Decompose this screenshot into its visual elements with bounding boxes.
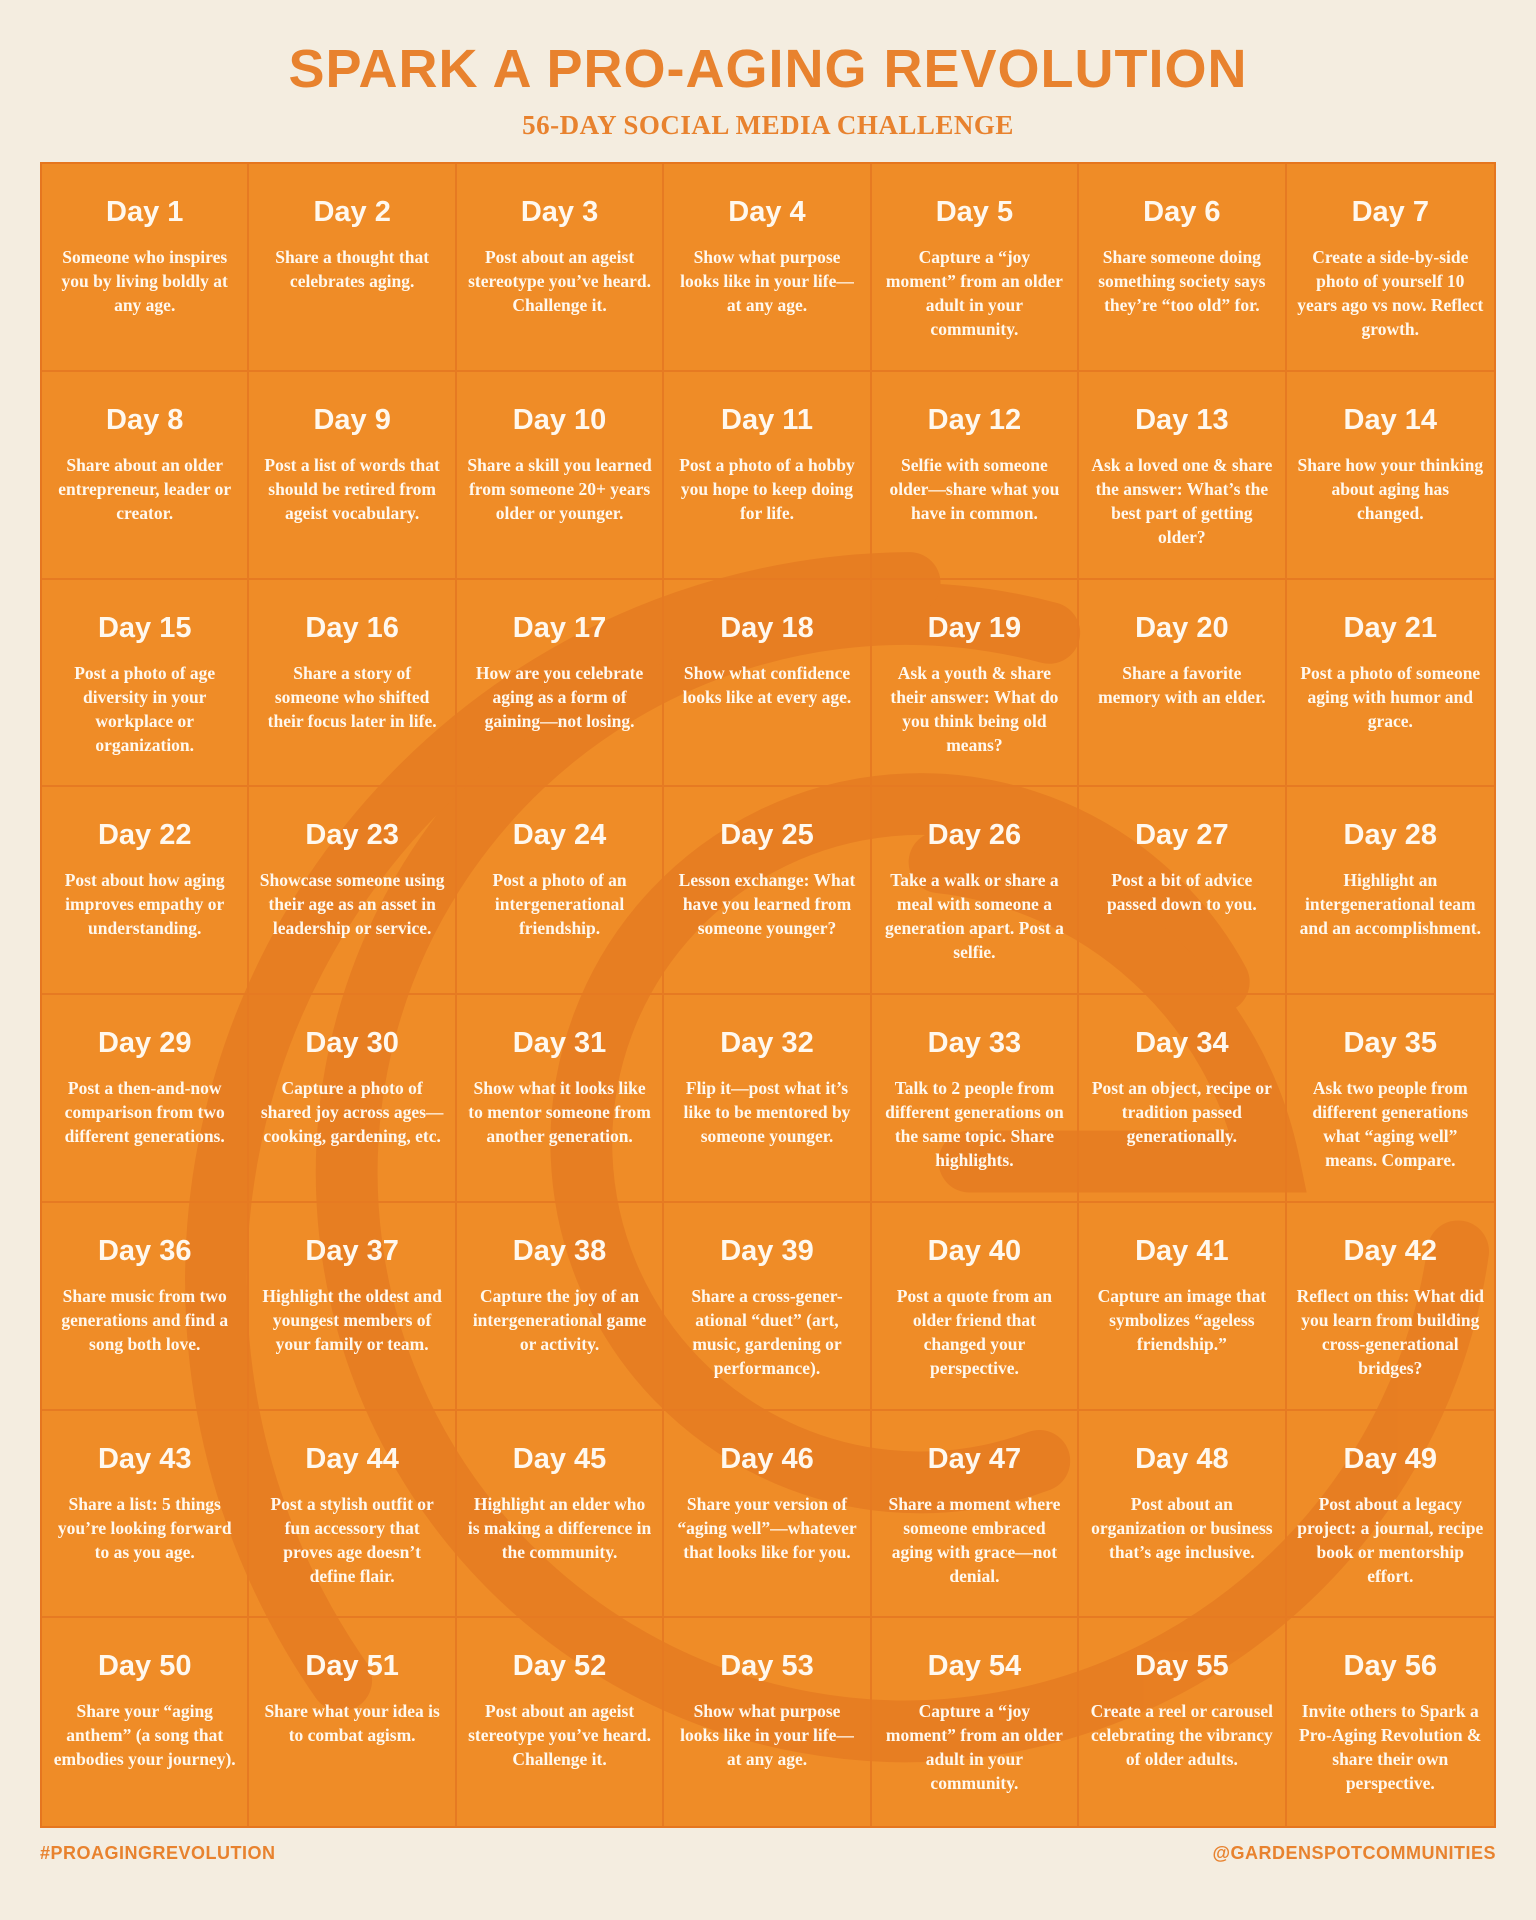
day-cell <box>42 1618 249 1826</box>
day-prompt: Share about an older entrepreneur, leader or creator. <box>58 454 232 523</box>
day-prompt: Reflect on this: What did you learn from building cross-generational bridges? <box>1296 1285 1484 1378</box>
day-prompt: Flip it—post what it’s like to be mentored by someone younger. <box>683 1078 851 1146</box>
day-label: Day 52 <box>512 1650 607 1683</box>
day-cell <box>872 995 1079 1203</box>
day-cell <box>1079 787 1286 995</box>
day-prompt: Create a side-by-side photo of yourself 10 years ago vs now. Reflect growth. <box>1297 247 1484 339</box>
day-cell <box>1287 372 1494 580</box>
day-prompt: Show what it looks like to mentor someone from another generation. <box>468 1078 651 1146</box>
day-label: Day 7 <box>1351 196 1429 228</box>
day-prompt: Share a cross-gener-ational “duet” (art, music, gardening or performance). <box>691 1285 843 1378</box>
day-prompt: Selfie with someone older—share what you have in common. <box>889 454 1060 523</box>
day-label: Day 6 <box>1143 196 1221 228</box>
day-label: Day 8 <box>106 403 184 436</box>
day-label: Day 35 <box>1343 1027 1438 1059</box>
day-prompt: Post about how aging improves empathy or understanding. <box>64 870 225 939</box>
day-label: Day 54 <box>927 1650 1022 1683</box>
day-cell <box>1079 372 1286 580</box>
day-prompt: Share someone doing something society says they’re “too old” for. <box>1098 247 1266 315</box>
day-cell <box>664 787 871 995</box>
day-cell <box>872 1203 1079 1411</box>
day-prompt: Lesson exchange: What have you learned from someone younger? <box>678 870 856 939</box>
day-label: Day 36 <box>97 1234 192 1267</box>
day-label: Day 9 <box>313 403 391 436</box>
day-cell <box>42 164 249 372</box>
day-prompt: Capture an image that symbolizes “ageless friendship.” <box>1097 1285 1267 1354</box>
day-cell <box>249 580 456 788</box>
day-prompt: Post a photo of an intergenerational friendship. <box>492 870 627 939</box>
day-label: Day 14 <box>1343 403 1438 436</box>
day-prompt: Post a bit of advice passed down to you. <box>1106 870 1257 915</box>
day-label: Day 31 <box>512 1027 607 1059</box>
day-label: Day 48 <box>1135 1442 1229 1475</box>
day-cell <box>664 1203 871 1411</box>
day-label: Day 21 <box>1343 611 1438 644</box>
day-cell <box>664 580 871 788</box>
day-label: Day 53 <box>720 1650 814 1683</box>
day-label: Day 37 <box>305 1234 399 1267</box>
day-cell <box>457 1411 664 1619</box>
hashtag-label: #PROAGINGREVOLUTION <box>40 1843 276 1863</box>
day-prompt: Capture a “joy moment” from an older adult in your community. <box>885 1701 1063 1794</box>
day-prompt: Ask two people from different generations what “aging well” means. Compare. <box>1312 1078 1469 1170</box>
day-prompt: Share a favorite memory with an elder. <box>1098 662 1266 707</box>
day-prompt: Show what purpose looks like in your life—at any age. <box>680 1701 854 1770</box>
day-cell <box>42 580 249 788</box>
day-prompt: Showcase someone using their age as an asset in leadership or service. <box>259 870 445 939</box>
day-cell <box>42 995 249 1203</box>
day-cell <box>1287 1618 1494 1826</box>
day-prompt: Post an object, recipe or tradition passed generationally. <box>1091 1078 1272 1146</box>
day-cell <box>249 372 456 580</box>
day-prompt: Highlight an elder who is making a difference in the community. <box>467 1493 652 1562</box>
day-prompt: Post a then-and-now comparison from two different generations. <box>64 1078 225 1146</box>
day-label: Day 20 <box>1135 611 1229 644</box>
day-label: Day 15 <box>97 611 192 644</box>
day-label: Day 40 <box>927 1234 1022 1267</box>
day-prompt: Capture the joy of an intergenerational game or activity. <box>472 1285 647 1354</box>
day-prompt: Post a photo of a hobby you hope to keep doing for life. <box>679 454 855 523</box>
day-cell <box>872 787 1079 995</box>
day-label: Day 26 <box>927 819 1022 852</box>
day-cell <box>872 164 1079 372</box>
day-label: Day 17 <box>512 611 607 644</box>
day-cell <box>664 1411 871 1619</box>
day-cell <box>1079 1203 1286 1411</box>
day-cell <box>1079 164 1286 372</box>
day-label: Day 38 <box>512 1234 607 1267</box>
day-label: Day 28 <box>1343 819 1438 852</box>
day-prompt: Capture a “joy moment” from an older adult in your community. <box>885 247 1063 339</box>
day-label: Day 50 <box>97 1650 192 1683</box>
challenge-calendar-grid <box>40 162 1496 1828</box>
day-label: Day 5 <box>935 196 1014 228</box>
day-cell <box>872 1411 1079 1619</box>
day-prompt: Post a stylish outfit or fun accessory that proves age doesn’t define flair. <box>270 1493 434 1586</box>
day-label: Day 18 <box>720 611 814 644</box>
day-cell <box>664 372 871 580</box>
day-cell <box>457 1203 664 1411</box>
day-prompt: Show what purpose looks like in your life—at any age. <box>680 247 854 315</box>
day-label: Day 19 <box>927 611 1022 644</box>
day-label: Day 22 <box>97 819 192 852</box>
page-title: SPARK A PRO-AGING REVOLUTION <box>288 39 1248 99</box>
day-cell <box>457 787 664 995</box>
day-cell <box>1287 580 1494 788</box>
day-cell <box>457 372 664 580</box>
day-cell <box>1287 787 1494 995</box>
day-label: Day 45 <box>512 1442 607 1475</box>
day-label: Day 4 <box>728 196 806 228</box>
day-prompt: Take a walk or share a meal with someone a generation apart. Post a selfie. <box>884 870 1064 963</box>
day-label: Day 24 <box>512 819 607 852</box>
day-label: Day 39 <box>720 1234 814 1267</box>
day-prompt: Share a story of someone who shifted their focus later in life. <box>267 662 437 731</box>
day-prompt: Share music from two generations and find a song both love. <box>61 1285 229 1354</box>
day-label: Day 10 <box>512 403 607 436</box>
day-label: Day 2 <box>313 196 391 228</box>
day-cell <box>249 995 456 1203</box>
day-prompt: Share a moment where someone embraced aging with grace—not denial. <box>888 1493 1061 1586</box>
day-cell <box>872 580 1079 788</box>
day-prompt: Share a thought that celebrates aging. <box>275 247 430 291</box>
day-label: Day 32 <box>720 1027 814 1059</box>
day-cell <box>1287 164 1494 372</box>
day-prompt: Ask a loved one & share the answer: What’s the best part of getting older? <box>1091 454 1273 547</box>
day-prompt: Post a photo of someone aging with humor and grace. <box>1300 662 1481 731</box>
day-cell <box>249 164 456 372</box>
day-label: Day 13 <box>1135 403 1229 436</box>
day-prompt: Share your version of “aging well”—whatever that looks like for you. <box>677 1493 857 1562</box>
day-prompt: Post about an ageist stereotype you’ve heard. Challenge it. <box>468 247 652 315</box>
day-cell <box>457 1618 664 1826</box>
day-cell <box>664 1618 871 1826</box>
day-prompt: Share what your idea is to combat agism. <box>264 1701 440 1746</box>
day-label: Day 56 <box>1343 1650 1438 1683</box>
day-label: Day 42 <box>1343 1234 1438 1267</box>
day-prompt: Create a reel or carousel celebrating the vibrancy of older adults. <box>1090 1701 1274 1770</box>
day-cell <box>1287 995 1494 1203</box>
day-label: Day 3 <box>520 196 599 228</box>
day-cell <box>1079 1411 1286 1619</box>
day-label: Day 55 <box>1135 1650 1229 1683</box>
day-prompt: Post about an organization or business that’s age inclusive. <box>1091 1493 1273 1562</box>
day-label: Day 16 <box>305 611 399 644</box>
day-label: Day 47 <box>927 1442 1022 1475</box>
day-label: Day 49 <box>1343 1442 1438 1475</box>
day-prompt: Capture a photo of shared joy across ages—cooking, gardening, etc. <box>260 1078 444 1146</box>
day-label: Day 12 <box>927 403 1022 436</box>
day-label: Day 1 <box>106 196 184 228</box>
day-cell <box>664 164 871 372</box>
day-cell <box>457 995 664 1203</box>
day-label: Day 27 <box>1135 819 1229 852</box>
day-prompt: How are you celebrate aging as a form of gaining—not losing. <box>475 662 644 731</box>
day-cell <box>249 1203 456 1411</box>
day-cell <box>1287 1203 1494 1411</box>
social-handle-label: @GARDENSPOTCOMMUNITIES <box>1212 1843 1496 1863</box>
day-label: Day 44 <box>305 1442 399 1475</box>
day-prompt: Post a list of words that should be retired from ageist vocabulary. <box>264 454 440 523</box>
day-prompt: Share a skill you learned from someone 20+ years older or younger. <box>467 454 652 523</box>
day-cell <box>664 995 871 1203</box>
day-cell <box>1287 1411 1494 1619</box>
day-prompt: Post a quote from an older friend that changed your perspective. <box>896 1285 1053 1378</box>
day-prompt: Invite others to Spark a Pro-Aging Revolution & share their own perspective. <box>1299 1701 1482 1794</box>
day-cell <box>42 1203 249 1411</box>
day-cell <box>1079 580 1286 788</box>
day-prompt: Share how your thinking about aging has changed. <box>1297 454 1484 523</box>
day-label: Day 11 <box>721 403 813 436</box>
day-label: Day 34 <box>1135 1027 1229 1059</box>
day-label: Day 30 <box>305 1027 399 1059</box>
day-label: Day 25 <box>720 819 814 852</box>
day-label: Day 46 <box>720 1442 814 1475</box>
day-cell <box>42 372 249 580</box>
day-cell <box>249 787 456 995</box>
page-subtitle: 56-DAY SOCIAL MEDIA CHALLENGE <box>522 110 1014 140</box>
day-label: Day 43 <box>97 1442 192 1475</box>
day-cell <box>1079 995 1286 1203</box>
day-cell <box>1079 1618 1286 1826</box>
day-prompt: Highlight the oldest and youngest members of your family or team. <box>262 1285 442 1354</box>
day-cell <box>872 1618 1079 1826</box>
day-cells <box>42 164 1494 1826</box>
day-prompt: Ask a youth & share their answer: What do you think being old means? <box>890 662 1059 755</box>
day-prompt: Talk to 2 people from different generations on the same topic. Share highlights. <box>885 1078 1064 1170</box>
day-prompt: Share your “aging anthem” (a song that embodies your journey). <box>53 1701 236 1770</box>
day-prompt: Post about an ageist stereotype you’ve heard. Challenge it. <box>468 1701 652 1770</box>
day-prompt: Post about a legacy project: a journal, recipe book or mentorship effort. <box>1297 1493 1484 1586</box>
day-cell <box>249 1618 456 1826</box>
day-prompt: Share a list: 5 things you’re looking forward to as you age. <box>57 1493 232 1562</box>
day-label: Day 51 <box>305 1650 399 1683</box>
day-label: Day 23 <box>305 819 399 852</box>
day-label: Day 33 <box>927 1027 1022 1059</box>
day-cell <box>42 787 249 995</box>
day-prompt: Highlight an intergenerational team and an accomplishment. <box>1299 870 1481 939</box>
day-label: Day 29 <box>97 1027 192 1059</box>
day-cell <box>249 1411 456 1619</box>
day-prompt: Someone who inspires you by living boldly at any age. <box>61 247 228 315</box>
day-cell <box>457 580 664 788</box>
day-prompt: Post a photo of age diversity in your workplace or organization. <box>74 662 216 755</box>
day-cell <box>872 372 1079 580</box>
day-cell <box>457 164 664 372</box>
day-prompt: Show what confidence looks like at every age. <box>682 662 852 707</box>
day-label: Day 41 <box>1135 1234 1229 1267</box>
day-cell <box>42 1411 249 1619</box>
